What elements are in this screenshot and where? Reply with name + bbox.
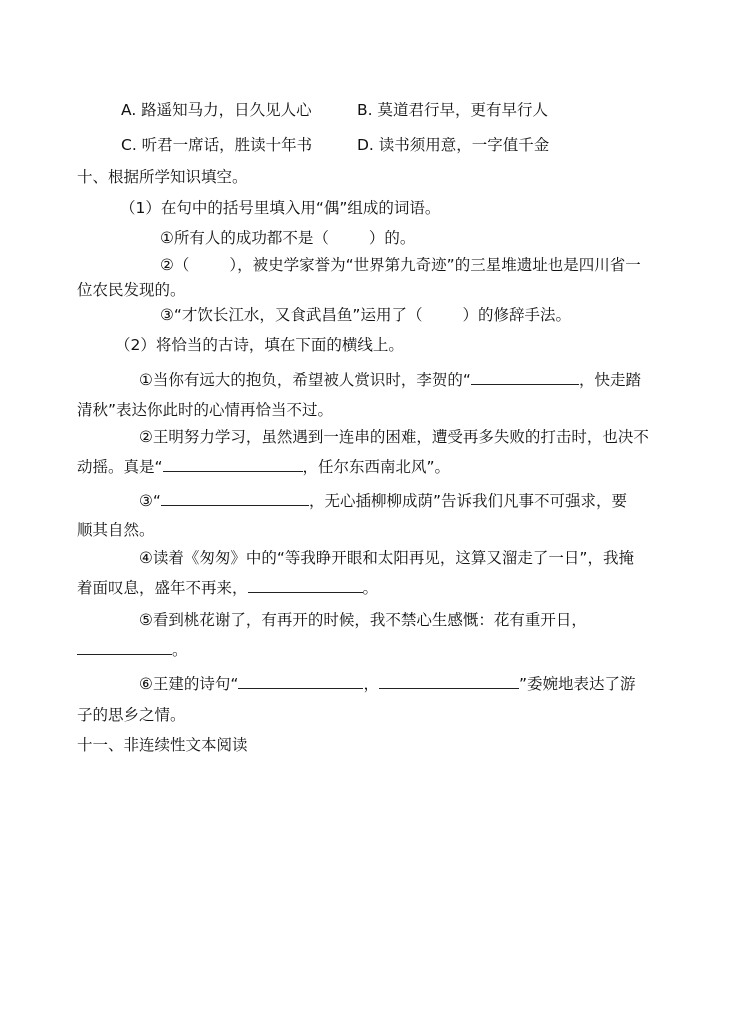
part2-item-4-cont	[77, 578, 378, 598]
s3-text-after: ）的修辞手法。	[462, 306, 571, 324]
s1-text-after: ）的。	[368, 229, 416, 247]
part2-item-5-cont	[77, 640, 188, 660]
i2-text-after: ，任尔东西南北风”。	[302, 458, 451, 476]
part2-instruction: （2）将恰当的古诗，填在下面的横线上。	[115, 336, 404, 354]
i6-text-before: ⑥王建的诗句“	[139, 675, 239, 693]
i4-text-before: 着面叹息，盛年不再来，	[77, 579, 248, 597]
s2-text-after: ），被史学家誉为“世界第九奇迹”的三星堆遗址也是四川省一	[229, 256, 641, 274]
i4-text-after: 。	[362, 579, 379, 597]
option-d: D. 读书须用意，一字值千金	[357, 136, 550, 154]
i1-text-before: ①当你有远大的抱负，希望被人赏识时，李贺的“	[139, 371, 471, 389]
part2-item-6	[139, 674, 635, 694]
part2-item-3-cont: 顺其自然。	[77, 521, 155, 539]
part2-item-2-cont	[77, 457, 450, 477]
answer-blank[interactable]	[471, 370, 579, 385]
i3-text-before: ③“	[139, 492, 161, 510]
part2-item-1	[139, 370, 641, 390]
i6-text-mid: ，	[363, 675, 379, 693]
answer-blank[interactable]	[161, 491, 309, 506]
answer-blank[interactable]	[379, 674, 519, 689]
s3-text-before: ③“才饮长江水，又食武昌鱼”运用了（	[160, 306, 423, 324]
i3-text-after: ，无心插柳柳成荫”告诉我们凡事不可强求，要	[308, 492, 627, 510]
s2-text-before: ②（	[160, 256, 190, 274]
i5-text-after: 。	[172, 641, 188, 659]
part1-sentence-3	[160, 305, 571, 325]
answer-blank[interactable]	[238, 674, 363, 689]
part2-item-1-cont: 清秋”表达你此时的心情再恰当不过。	[77, 401, 334, 419]
i1-text-after: ，快走踏	[578, 371, 641, 389]
section-10-heading: 十、根据所学知识填空。	[77, 168, 248, 186]
option-c: C. 听君一席话，胜读十年书	[121, 136, 313, 154]
option-a: A. 路遥知马力，日久见人心	[121, 101, 312, 119]
part2-item-3	[139, 491, 627, 511]
part1-sentence-2-cont: 位农民发现的。	[77, 281, 186, 299]
part1-sentence-1	[160, 228, 415, 248]
part2-item-6-cont: 子的思乡之情。	[77, 706, 186, 724]
part2-item-2: ②王明努力学习，虽然遇到一连串的困难，遭受再多失败的打击时，也决不	[139, 428, 649, 446]
answer-blank[interactable]	[248, 578, 363, 593]
part2-item-5: ⑤看到桃花谢了，有再开的时候，我不禁心生感慨：花有重开日，	[139, 611, 587, 629]
i6-text-after: ”委婉地表达了游	[518, 675, 636, 693]
option-b: B. 莫道君行早，更有早行人	[357, 101, 548, 119]
section-11-heading: 十一、非连续性文本阅读	[77, 736, 248, 754]
answer-blank[interactable]	[163, 457, 303, 472]
i2-text-before: 动摇。真是“	[77, 458, 163, 476]
part1-sentence-2	[160, 255, 641, 275]
s1-text-before: ①所有人的成功都不是（	[160, 229, 329, 247]
part1-instruction: （1）在句中的括号里填入用“偶”组成的词语。	[120, 199, 441, 217]
answer-blank[interactable]	[77, 640, 172, 655]
part2-item-4: ④读着《匆匆》中的“等我睁开眼和太阳再见，这算又溜走了一日”，我掩	[139, 549, 634, 567]
